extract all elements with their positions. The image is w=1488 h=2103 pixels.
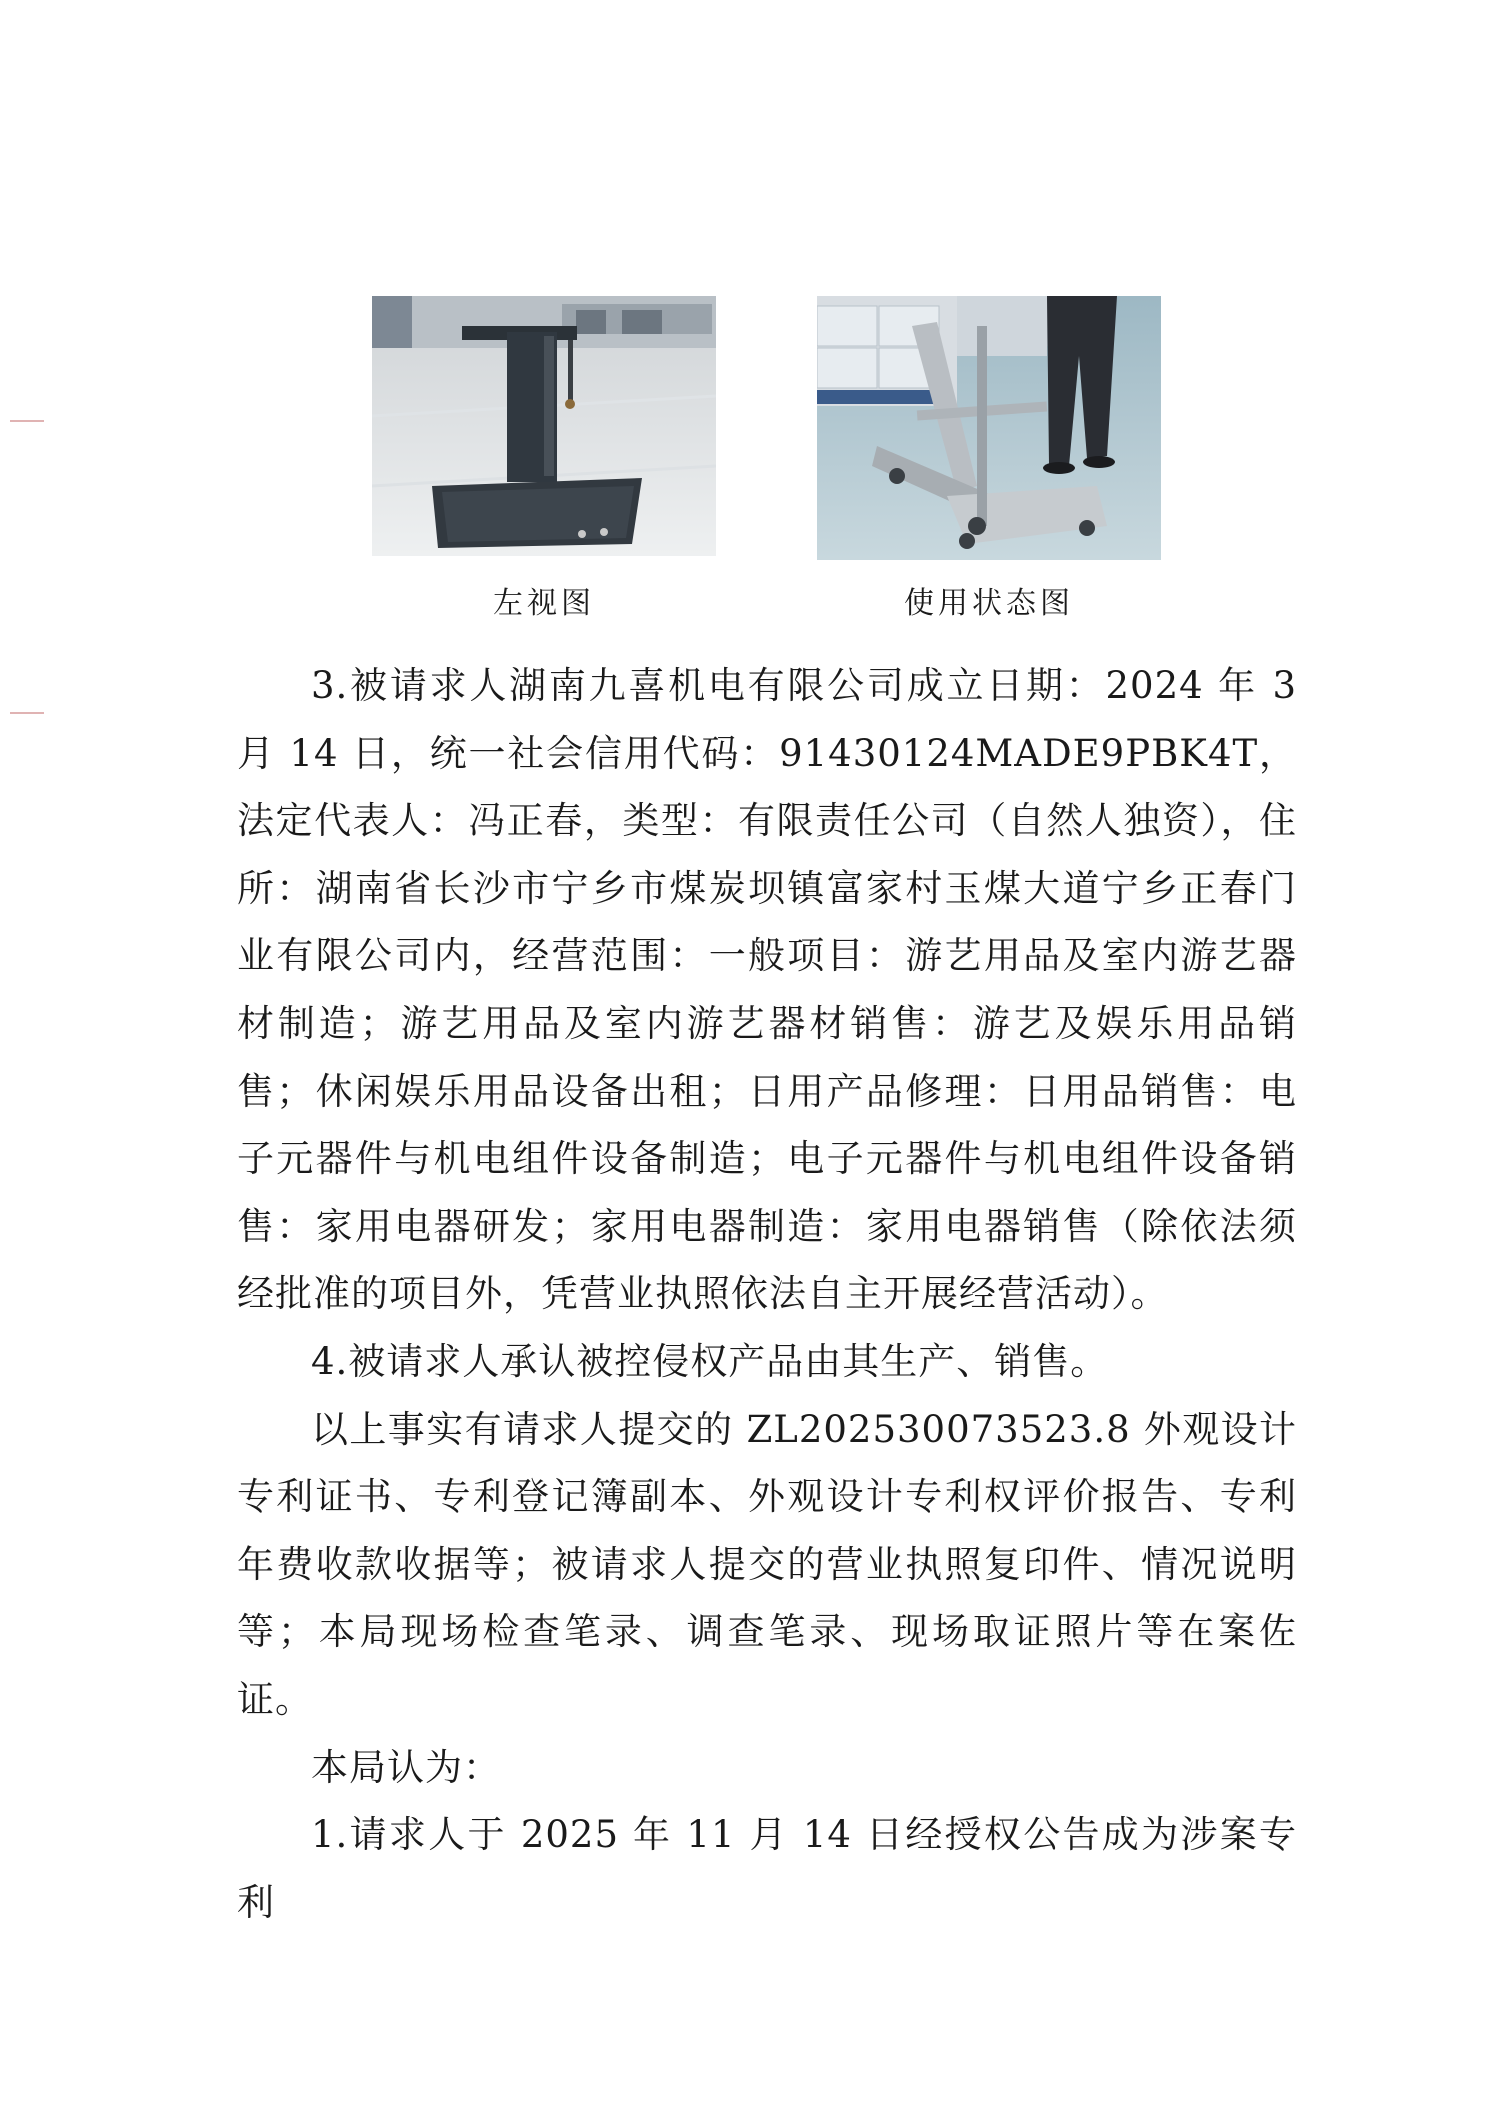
scan-edge-mark	[10, 420, 44, 422]
scan-edge-mark	[10, 712, 44, 714]
paragraph-evidence: 以上事实有请求人提交的 ZL202530073523.8 外观设计专利证书、专利登记簿副本、外观设计专利权评价报告、专利年费收款收据等；被请求人提交的营业执照复印件、情况说明等；本局现场检查笔录、调查笔录、现场取证照片等在案佐证。	[237, 1407, 1297, 1721]
paragraph-bureau-opinion-heading: 本局认为：	[311, 1745, 501, 1789]
document-body	[237, 652, 1297, 1936]
usage-state-photo	[817, 296, 1161, 560]
figure-caption: 左视图	[493, 586, 595, 621]
paragraph-respondent-info: 3.被请求人湖南九喜机电有限公司成立日期：2024 年 3 月 14 日，统一社会信用代码：91430124MADE9PBK4T，法定代表人：冯正春，类型：有限责任公司（自然人独资），住所：湖南省长沙市宁乡市煤炭坝镇富家村玉煤大道宁乡正春门业有限公司内，经营范围：一般项目：游艺用品及室内游艺器材制造；游艺用品及室内游艺器材销售：游艺及娱乐用品销售；休闲娱乐用品设备出租；日用产品修理：日用品销售：电子元器件与机电组件设备制造；电子元器件与机电组件设备销售：家用电器研发；家用电器制造：家用电器销售（除依法须经批准的项目外，凭营业执照依法自主开展经营活动）。	[237, 664, 1297, 1316]
figure-caption: 使用状态图	[904, 586, 1074, 621]
left-view-photo	[372, 296, 716, 556]
paragraph-respondent-admission: 4.被请求人承认被控侵权产品由其生产、销售。	[311, 1339, 1109, 1383]
paragraph-opinion-item-1: 1.请求人于 2025 年 11 月 14 日经授权公告成为涉案专利	[237, 1813, 1297, 1924]
